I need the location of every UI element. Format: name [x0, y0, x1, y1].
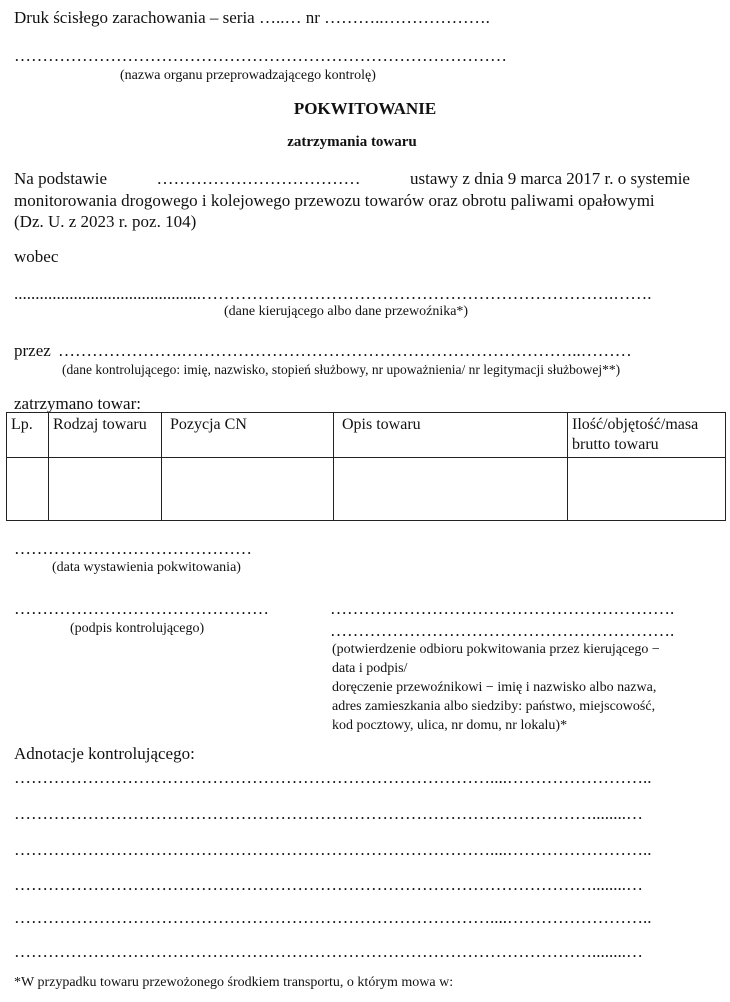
annotation-line-2[interactable]: …………………………………………………………………………………………........…: [14, 804, 643, 823]
cell-opis[interactable]: [334, 458, 568, 521]
inspector-signature-dots: ………………………………………: [14, 599, 269, 618]
legal-basis-dots: ………………………………: [156, 169, 361, 188]
legal-basis-line-2: monitorowania drogowego i kolejowego przewozu towarów oraz obrotu paliwami opałowymi: [14, 191, 655, 210]
footnote: *W przypadku towaru przewożonego środkiem transportu, o którym mowa w:: [14, 975, 454, 990]
organ-name-dots: ……………………………………………………………………………: [14, 46, 507, 65]
goods-table-header-row: [7, 413, 726, 458]
annotation-line-1[interactable]: …………………………………………………………………………....……………………..: [14, 768, 652, 787]
legal-basis-line-3: (Dz. U. z 2023 r. poz. 104): [14, 212, 197, 231]
receipt-caption-line-2: data i podpis/: [332, 661, 408, 676]
col-ilosc: Ilość/objętość/masa brutto towaru: [568, 413, 726, 458]
annotations-label: Adnotacje kontrolującego:: [14, 744, 195, 763]
receipt-caption-line-5: kod pocztowy, ulica, nr domu, nr lokalu)*: [332, 718, 568, 733]
receipt-caption-line-4: adres zamieszkania albo siedziby: państwo, miejscowość,: [332, 699, 656, 714]
document-title: POKWITOWANIE: [293, 99, 437, 118]
legal-basis-prefix: Na podstawie: [14, 169, 108, 188]
table-row: [7, 458, 726, 521]
legal-basis-line-1: [14, 169, 690, 189]
receipt-caption-line-1: (potwierdzenie odbioru pokwitowania przez kierującego −: [332, 642, 660, 657]
annotation-line-3[interactable]: …………………………………………………………………………....……………………..: [14, 840, 652, 859]
goods-table: [6, 412, 726, 521]
wobec-label: wobec: [14, 247, 59, 266]
wobec-caption: (dane kierującego albo dane przewoźnika*): [224, 304, 469, 319]
organ-name-caption: (nazwa organu przeprowadzającego kontrolę): [120, 68, 376, 83]
issue-date-dots: ……………………………………: [14, 539, 252, 558]
inspector-signature-caption: (podpis kontrolującego): [70, 621, 205, 636]
col-opis: Opis towaru: [334, 413, 568, 458]
annotation-line-5[interactable]: …………………………………………………………………………....……………………..: [14, 908, 652, 927]
col-rodzaj: Rodzaj towaru: [49, 413, 162, 458]
cell-pozycja-cn[interactable]: [162, 458, 334, 521]
przez-caption: (dane kontrolującego: imię, nazwisko, stopień służbowy, nr upoważnienia/ nr legitymacji służbowej**): [62, 362, 621, 377]
przez-label: przez: [14, 341, 51, 360]
col-pozycja-cn: Pozycja CN: [162, 413, 334, 458]
annotation-line-6[interactable]: …………………………………………………………………………………………........…: [14, 942, 643, 961]
legal-basis-act: ustawy z dnia 9 marca 2017 r. o systemie: [410, 169, 690, 188]
receipt-confirmation-caption: [332, 640, 694, 735]
wobec-dots: ............................................……………………………………………………………….…….: [14, 284, 652, 303]
document-subtitle: zatrzymania towaru: [287, 134, 417, 150]
receipt-confirmation-dots-2: …………………………………………………….: [330, 621, 675, 640]
goods-label: zatrzymano towar:: [14, 394, 141, 413]
receipt-caption-line-3: doręczenie przewoźnikowi − imię i nazwisko albo nazwa,: [332, 680, 657, 695]
przez-dots: ………………….……………………………………………………………..………: [58, 341, 632, 360]
print-series-line: Druk ścisłego zarachowania – seria …..… nr ………..……………….: [14, 8, 490, 27]
col-lp: Lp.: [7, 413, 49, 458]
issue-date-caption: (data wystawienia pokwitowania): [52, 560, 241, 575]
annotation-line-4[interactable]: …………………………………………………………………………………………........…: [14, 875, 643, 894]
cell-rodzaj[interactable]: [49, 458, 162, 521]
cell-lp[interactable]: [7, 458, 49, 521]
cell-ilosc[interactable]: [568, 458, 726, 521]
receipt-confirmation-dots-1: …………………………………………………….: [330, 599, 675, 618]
